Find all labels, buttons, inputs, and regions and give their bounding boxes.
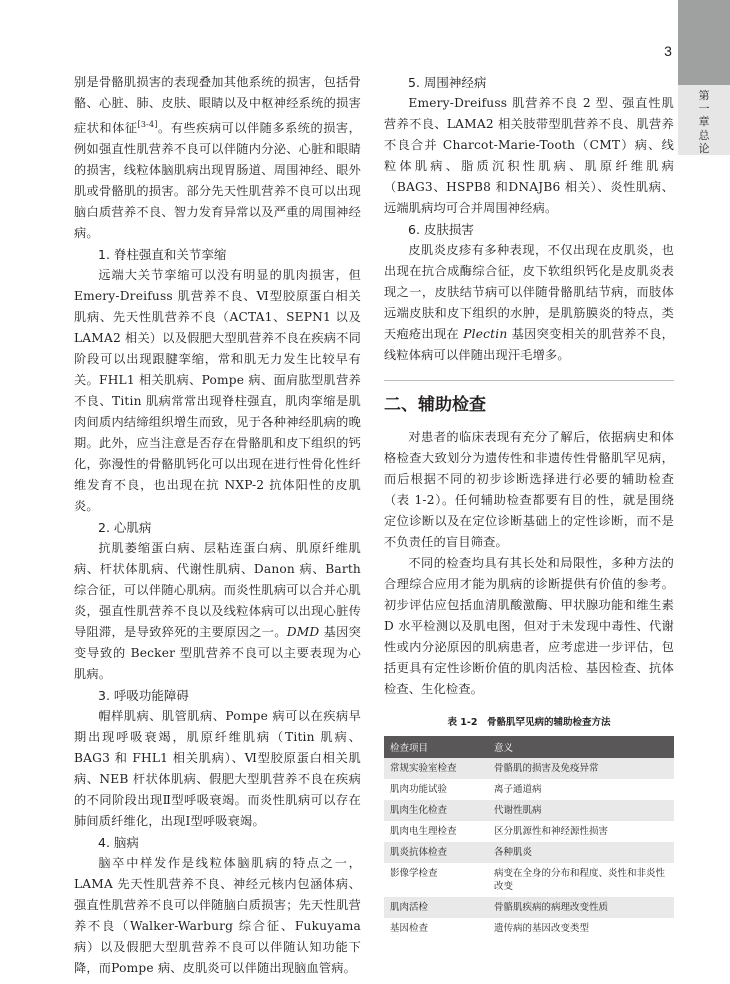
table-cell: 各种肌炎 — [488, 842, 674, 863]
table-row — [384, 821, 674, 842]
table-row — [384, 779, 674, 800]
table-cell: 肌肉功能试验 — [384, 779, 488, 800]
chapter-tab-char: 章 — [698, 115, 710, 128]
citation-ref: [3-4] — [137, 120, 158, 129]
table-cell: 肌肉生化检查 — [384, 800, 488, 821]
chapter-tab-char: 一 — [698, 102, 710, 115]
subheading-peripheral-neuropathy: 5. 周围神经病 — [408, 75, 487, 90]
table-header: 意义 — [488, 736, 674, 758]
table-row — [384, 842, 674, 863]
chapter-color-block — [678, 0, 730, 85]
paragraph-cardiomyopathy: 抗肌萎缩蛋白病、层粘连蛋白病、肌原纤维肌病、杆状体肌病、代谢性肌病、Danon 病、Barth 综合征，可以伴随心肌病。而炎性肌病可以合并心肌炎，强直性肌营养不良以及线粒体病可以出现心脏传导阻滞，是导致猝死的主要原因之一。DMD 基因突变导致的 Becker 型肌营养不良可以主要表现为心肌病。 — [74, 541, 361, 682]
paragraph-peripheral-neuropathy: Emery-Dreifuss 肌营养不良 2 型、强直性肌营养不良、LAMA2 相关肢带型肌营养不良、肌营养不良合并 Charcot-Marie-Tooth（CMT）病、线粒体肌病、脂质沉积性肌病、肌原纤维肌病（BAG3、HSPB8 和DNAJB6 相关）、炎性肌病、远端肌病均可合并周围神经病。 — [384, 96, 674, 215]
left-column — [74, 72, 361, 979]
table-cell: 代谢性肌病 — [488, 800, 674, 821]
aux-exam-table — [384, 736, 674, 939]
chapter-tab-char: 第 — [698, 89, 710, 102]
chapter-tab-char: 论 — [698, 142, 710, 155]
table-row — [384, 897, 674, 918]
subheading-spine-joint: 1. 脊柱强直和关节挛缩 — [98, 247, 227, 263]
paragraph-respiratory: 帽样肌病、肌管肌病、Pompe 病可以在疾病早期出现呼吸衰竭，肌原纤维肌病（Titin 肌病、BAG3 和 FHL1 相关肌病）、Ⅵ型胶原蛋白相关肌病、NEB 杆状体肌病、假肥大型肌营养不良在疾病的不同阶段出现Ⅱ型呼吸衰竭。而炎性肌病可以存在肺间质纤维化，出现Ⅰ型呼吸衰竭。 — [74, 709, 361, 829]
table-cell: 肌肉活检 — [384, 897, 488, 918]
page-number: 3 — [664, 43, 672, 59]
subheading-cardiomyopathy: 2. 心肌病 — [98, 520, 152, 536]
subheading-encephalopathy: 4. 脑病 — [98, 835, 139, 851]
table-cell: 骨骼肌的损害及免疫异常 — [488, 758, 674, 779]
table-cell: 区分肌源性和神经源性损害 — [488, 821, 674, 842]
table-cell: 骨骼肌疾病的病理改变性质 — [488, 897, 674, 918]
table-cell: 肌肉电生理检查 — [384, 821, 488, 842]
table-cell: 遗传病的基因改变类型 — [488, 918, 674, 939]
table-row — [384, 863, 674, 897]
table-header: 检查项目 — [384, 736, 488, 758]
subheading-skin: 6. 皮肤损害 — [408, 222, 474, 237]
chapter-tab — [678, 85, 730, 155]
table-row — [384, 758, 674, 779]
right-column — [384, 72, 674, 939]
table-cell: 病变在全身的分布和程度、炎性和非炎性改变 — [488, 863, 674, 897]
table-cell: 肌炎抗体检查 — [384, 842, 488, 863]
table-cell: 离子通道病 — [488, 779, 674, 800]
paragraph-encephalopathy: 脑卒中样发作是线粒体脑肌病的特点之一，LAMA 先天性肌营养不良、神经元核内包涵体病、强直性肌营养不良可以伴随脑白质损害；先天性肌营养不良（Walker-Warburg 综合征、Fukuyama 病）以及假肥大型肌营养不良可以伴随认知功能下降，而Pompe 病、皮肌炎可以伴随出现脑血管病。 — [74, 856, 361, 976]
paragraph-aux-intro: 对患者的临床表现有充分了解后，依据病史和体格检查大致划分为遗传性和非遗传性骨骼肌罕见病，而后根据不同的初步诊断选择进行必要的辅助检查（表 1-2）。任何辅助检查都要有目的性，就是围绕定位诊断以及在定位诊断基础上的定性诊断，而不是不负责任的盲目筛查。 — [384, 430, 674, 549]
table-cell: 基因检查 — [384, 918, 488, 939]
table-cell: 影像学检查 — [384, 863, 488, 897]
table-row — [384, 800, 674, 821]
table-caption: 表 1-2 骨骼肌罕见病的辅助检查方法 — [447, 717, 611, 728]
intro-paragraph: 别是骨骼肌损害的表现叠加其他系统的损害，包括骨骼、心脏、肺、皮肤、眼睛以及中枢神经系统的损害症状和体征[3-4]。有些疾病可以伴随多系统的损害，例如强直性肌营养不良可以伴随内分泌、心脏和眼睛的损害，线粒体脑肌病出现胃肠道、周围神经、眼外肌或骨骼肌的损害。部分先天性肌营养不良可以出现脑白质营养不良、智力发育异常以及严重的周围神经病。 — [74, 75, 362, 241]
subheading-respiratory: 3. 呼吸功能障碍 — [98, 688, 189, 704]
paragraph-spine-joint: 远端大关节挛缩可以没有明显的肌肉损害，但Emery-Dreifuss 肌营养不良、Ⅵ型胶原蛋白相关肌病、先天性肌营养不良（ACTA1、SEPN1 以及LAMA2 相关）以及假肥大型肌营养不良在疾病不同阶段可以出现跟腱挛缩，常和肌无力发生比较早有关。FHL1 相关肌病、Pompe 病、面肩肱型肌营养不良、Titin 肌病常常出现脊柱强直，肌肉挛缩是肌肉间质内结缔组织增生而致，见于各种神经肌病的晚期。此外，应当注意是否存在骨骼肌和皮下组织的钙化，弥漫性的骨骼肌钙化可以出现在进行性骨化性纤维发育不良，也出现在抗 NXP-2 抗体阳性的皮肌炎。 — [74, 268, 361, 514]
paragraph-skin: 皮肌炎皮疹有多种表现，不仅出现在皮肌炎，也出现在抗合成酶综合征，皮下软组织钙化是皮肌炎表现之一，皮肤结节病可以伴随骨骼肌结节病，而肢体远端皮肤和皮下组织的水肿，是肌筋膜炎的特点，类天疱疮出现在 Plectin 基因突变相关的肌营养不良，线粒体病可以伴随出现汗毛增多。 — [384, 243, 674, 362]
section-title: 二、辅助检查 — [384, 380, 674, 417]
chapter-tab-char: 总 — [698, 129, 710, 142]
table-cell: 常规实验室检查 — [384, 758, 488, 779]
paragraph-aux-methods: 不同的检查均具有其长处和局限性，多种方法的合理综合应用才能为肌病的诊断提供有价值的参考。初步评估应包括血清肌酸激酶、甲状腺功能和维生素 D 水平检测以及肌电图，但对于未发现中毒性、代谢性或内分泌原因的肌病患者，应考虑进一步评估，包括更具有定性诊断价值的肌肉活检、基因检查、抗体检查、生化检查。 — [384, 556, 674, 696]
table-row — [384, 918, 674, 939]
